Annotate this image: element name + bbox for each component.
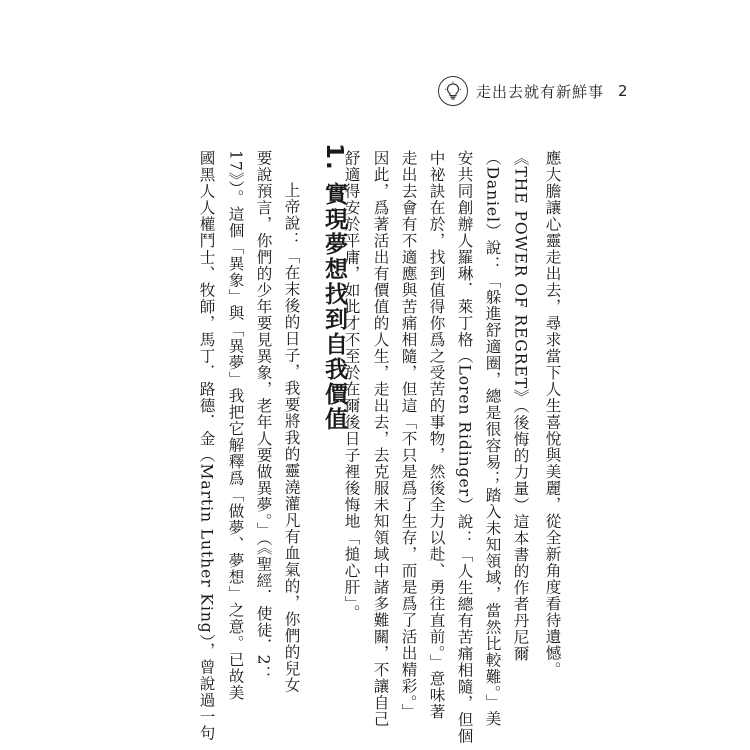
text-column: 國黑人人權鬥士、牧師，馬丁．路德．金（Martin Luther King），曾說過一句 bbox=[197, 150, 216, 742]
text-column: 應大膽讓心靈走出去，尋求當下人生喜悅與美麗，從全新角度看待遺憾。 bbox=[543, 150, 562, 678]
text-column: 要說預言，你們的少年要見異象，老年人要做異夢。」（《聖經．使徒．2： bbox=[254, 150, 273, 682]
chapter-title: 走出去就有新鮮事 bbox=[476, 82, 605, 101]
running-header bbox=[438, 76, 628, 106]
text-column: 《THE POWER OF REGRET》（後悔的力量）這本書的作者丹尼爾 bbox=[511, 150, 530, 662]
text-column: 上帝說：「在末後的日子，我要將我的靈澆灌凡有血氣的，你們的兒女 bbox=[282, 182, 301, 694]
text-column: 舒適得安於平庸，如此才不至於在爾後日子裡後悔地「搥心肝」。 bbox=[342, 150, 361, 621]
lightbulb-icon bbox=[438, 76, 468, 106]
text-column: （Daniel）說：「躲進舒適圈，總是很容易；踏入未知領域，當然比較難。」美 bbox=[483, 150, 502, 727]
text-column: 因此，爲著活出有價值的人生，走出去，去克服未知領域中諸多難關，不讓自己 bbox=[371, 150, 390, 728]
text-column: 17》）。這個「異象」與「異夢」我把它解釋爲「做夢、夢想」之意。已故美 bbox=[226, 150, 245, 701]
section-heading: 1. 實現夢想找到自我價值 bbox=[321, 143, 347, 432]
text-column: 中祕訣在於，找到值得你爲之受苦的事物，然後全力以赴、勇往直前。」意味著 bbox=[427, 150, 446, 720]
text-column: 安共同創辦人羅琳．萊丁格（Loren Ridinger）說：「人生總有苦痛相隨，但個 bbox=[455, 150, 474, 745]
page-number: 2 bbox=[618, 82, 628, 100]
text-column: 走出去會有不適應與苦痛相隨，但這「不只是爲了生存，而是爲了活出精彩。」 bbox=[399, 150, 418, 720]
